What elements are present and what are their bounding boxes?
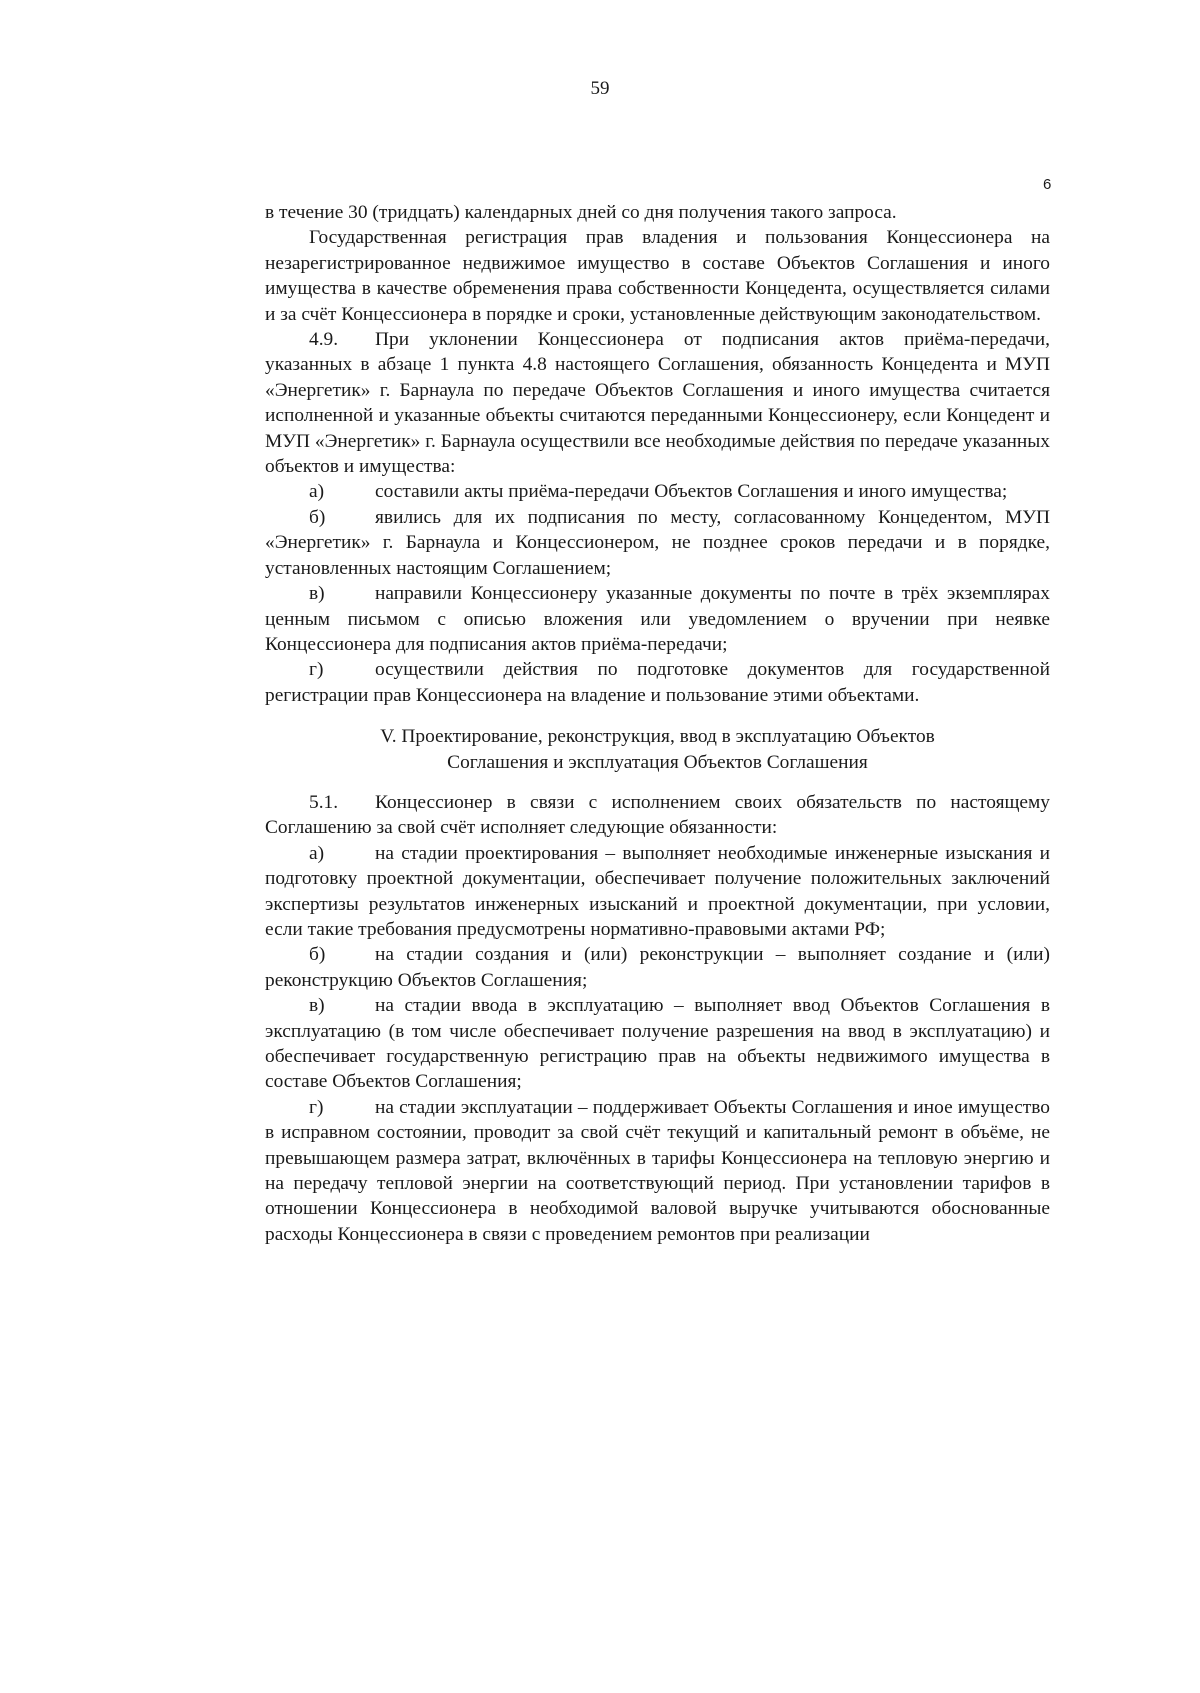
list-item-text: направили Концессионеру указанные документы по почте в трёх экземплярах ценным письмом с описью вложения или уведомлением о вручении при неявке Концессионера для подписания актов приёма-передачи; bbox=[265, 583, 1050, 655]
section-heading-line: Соглашения и эксплуатация Объектов Соглашения bbox=[447, 751, 868, 773]
list-item bbox=[265, 841, 1050, 943]
list-item bbox=[265, 942, 1050, 993]
clause-5-1 bbox=[265, 790, 1050, 841]
list-item bbox=[265, 479, 1050, 504]
list-marker: г) bbox=[309, 659, 324, 681]
page-number: 59 bbox=[590, 78, 610, 99]
list-item bbox=[265, 657, 1050, 708]
list-item-text: на стадии ввода в эксплуатацию – выполняет ввод Объектов Соглашения в эксплуатацию (в том числе обеспечивает получение разрешения на ввод в эксплуатацию) и обеспечивает государственную регистрацию прав на объекты недвижимого имущества в составе Объектов Соглашения; bbox=[265, 995, 1050, 1093]
list-marker: а) bbox=[309, 842, 325, 864]
paragraph-continuation: в течение 30 (тридцать) календарных дней со дня получения такого запроса. bbox=[265, 202, 897, 223]
list-marker: а) bbox=[309, 481, 325, 503]
list-item bbox=[265, 505, 1050, 581]
clause-text: При уклонении Концессионера от подписания актов приёма-передачи, указанных в абзаце 1 пункта 4.8 настоящего Соглашения, обязанность Концедента и МУП «Энергетик» г. Барнаула по передаче Объектов Соглашения и иного имущества считается исполненной и указанные объекты считаются переданными Концессионеру, если Концедент и МУП «Энергетик» г. Барнаула осуществили все необходимые действия по передаче указанных объектов и имущества: bbox=[265, 329, 1050, 478]
section-heading-line: V. Проектирование, реконструкция, ввод в эксплуатацию Объектов bbox=[380, 726, 935, 748]
clause-number: 5.1. bbox=[309, 791, 339, 813]
list-marker: б) bbox=[309, 506, 326, 528]
corner-mark: 6 bbox=[1043, 176, 1052, 193]
clause-text: Концессионер в связи с исполнением своих обязательств по настоящему Соглашению за свой счёт исполняет следующие обязанности: bbox=[265, 791, 1050, 839]
list-item bbox=[265, 993, 1050, 1095]
list-item-text: на стадии эксплуатации – поддерживает Объекты Соглашения и иное имущество в исправном состоянии, проводит за свой счёт текущий и капитальный ремонт в объёме, не превышающем размера затрат, включённых в тарифы Концессионера на тепловую энергию и на передачу тепловой энергии на соответствующий период. При установлении тарифов в отношении Концессионера в необходимой валовой выручке учитываются обоснованные расходы Концессионера в связи с проведением ремонтов при реализации bbox=[265, 1096, 1050, 1245]
list-item-text: на стадии проектирования – выполняет необходимые инженерные изыскания и подготовку проектной документации, обеспечивает получение положительных заключений экспертизы результатов инженерных изысканий и проектной документации, при условии, если такие требования предусмотрены нормативно-правовыми актами РФ; bbox=[265, 842, 1050, 940]
list-item-text: осуществили действия по подготовке документов для государственной регистрации прав Концессионера на владение и пользование этими объектами. bbox=[265, 659, 1050, 706]
document-body bbox=[265, 200, 1050, 1247]
list-item-text: на стадии создания и (или) реконструкции – выполняет создание и (или) реконструкцию Объектов Соглашения; bbox=[265, 944, 1050, 991]
list-marker: б) bbox=[309, 944, 326, 966]
list-item-text: явились для их подписания по месту, согласованному Концедентом, МУП «Энергетик» г. Барнаула и Концессионером, не позднее сроков передачи и в порядке, установленных настоящим Соглашением; bbox=[265, 506, 1050, 579]
list-item bbox=[265, 581, 1050, 657]
clause-number: 4.9. bbox=[309, 329, 339, 351]
list-marker: в) bbox=[309, 583, 325, 605]
paragraph-registration: Государственная регистрация прав владения и пользования Концессионера на незарегистрированное недвижимое имущество в составе Объектов Соглашения и иного имущества в качестве обременения права собственности Концедента, осуществляется силами и за счёт Концессионера в порядке и сроки, установленные действующим законодательством. bbox=[265, 227, 1050, 325]
list-marker: г) bbox=[309, 1096, 324, 1118]
list-item bbox=[265, 1095, 1050, 1247]
list-marker: в) bbox=[309, 995, 325, 1017]
section-heading bbox=[265, 724, 1050, 775]
clause-4-9 bbox=[265, 327, 1050, 479]
list-item-text: составили акты приёма-передачи Объектов Соглашения и иного имущества; bbox=[375, 481, 1008, 503]
